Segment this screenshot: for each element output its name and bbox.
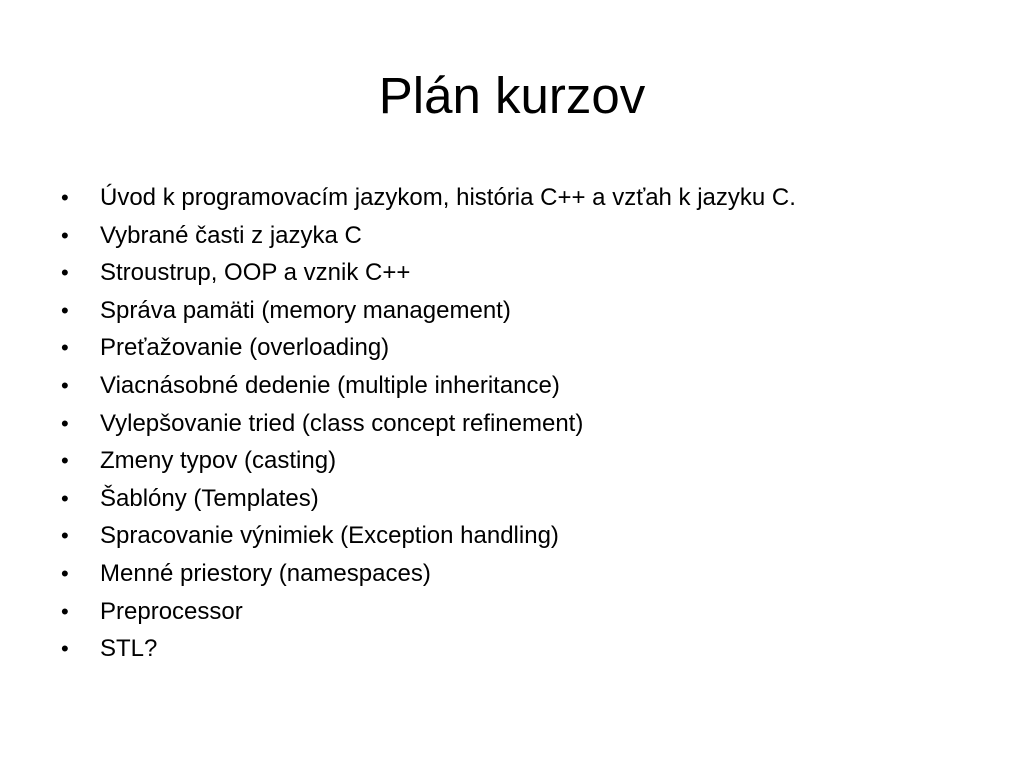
bullet-icon: •	[61, 222, 69, 248]
list-item-text: Zmeny typov (casting)	[100, 447, 337, 475]
list-item	[55, 329, 985, 367]
bullet-icon: •	[61, 335, 69, 361]
list-item-text: Úvod k programovacím jazykom, história C++ a vzťah k jazyku C.	[100, 184, 796, 211]
list-item	[55, 217, 985, 255]
list-item-text: Stroustrup, OOP a vznik C++	[100, 259, 411, 287]
list-item	[55, 254, 985, 292]
list-item-text: Vybrané časti z jazyka C	[100, 221, 362, 249]
bullet-icon: •	[61, 523, 69, 549]
slide-title: Plán kurzov	[378, 67, 646, 124]
list-item	[55, 517, 985, 555]
list-item-text: Spracovanie výnimiek (Exception handling)	[100, 522, 559, 550]
bullet-icon: •	[61, 185, 69, 210]
list-item	[55, 442, 985, 480]
list-item	[55, 405, 985, 443]
bullet-icon: •	[61, 560, 69, 586]
bullet-icon: •	[61, 448, 69, 474]
list-item-text: Správa pamäti (memory management)	[100, 296, 511, 324]
list-item	[55, 480, 985, 518]
list-item-text: Preprocessor	[100, 597, 243, 625]
list-item	[55, 367, 985, 405]
list-item-text: Menné priestory (namespaces)	[100, 559, 431, 587]
list-item-text: Šablóny (Templates)	[100, 484, 319, 512]
list-item-text: Vylepšovanie tried (class concept refinement)	[100, 409, 584, 437]
list-item-text: STL?	[100, 635, 158, 663]
list-item	[55, 179, 985, 217]
list-item	[55, 292, 985, 330]
list-item	[55, 630, 985, 668]
bullet-icon: •	[61, 598, 69, 624]
list-item	[55, 593, 985, 631]
bullet-icon: •	[61, 297, 69, 323]
bullet-list	[55, 179, 985, 668]
bullet-icon: •	[61, 636, 69, 662]
bullet-icon: •	[61, 260, 69, 286]
list-item-text: Preťažovanie (overloading)	[100, 334, 390, 362]
list-item-text: Viacnásobné dedenie (multiple inheritance)	[100, 371, 560, 399]
bullet-icon: •	[61, 372, 69, 398]
bullet-icon: •	[61, 410, 69, 436]
bullet-icon: •	[61, 485, 69, 511]
list-item	[55, 555, 985, 593]
